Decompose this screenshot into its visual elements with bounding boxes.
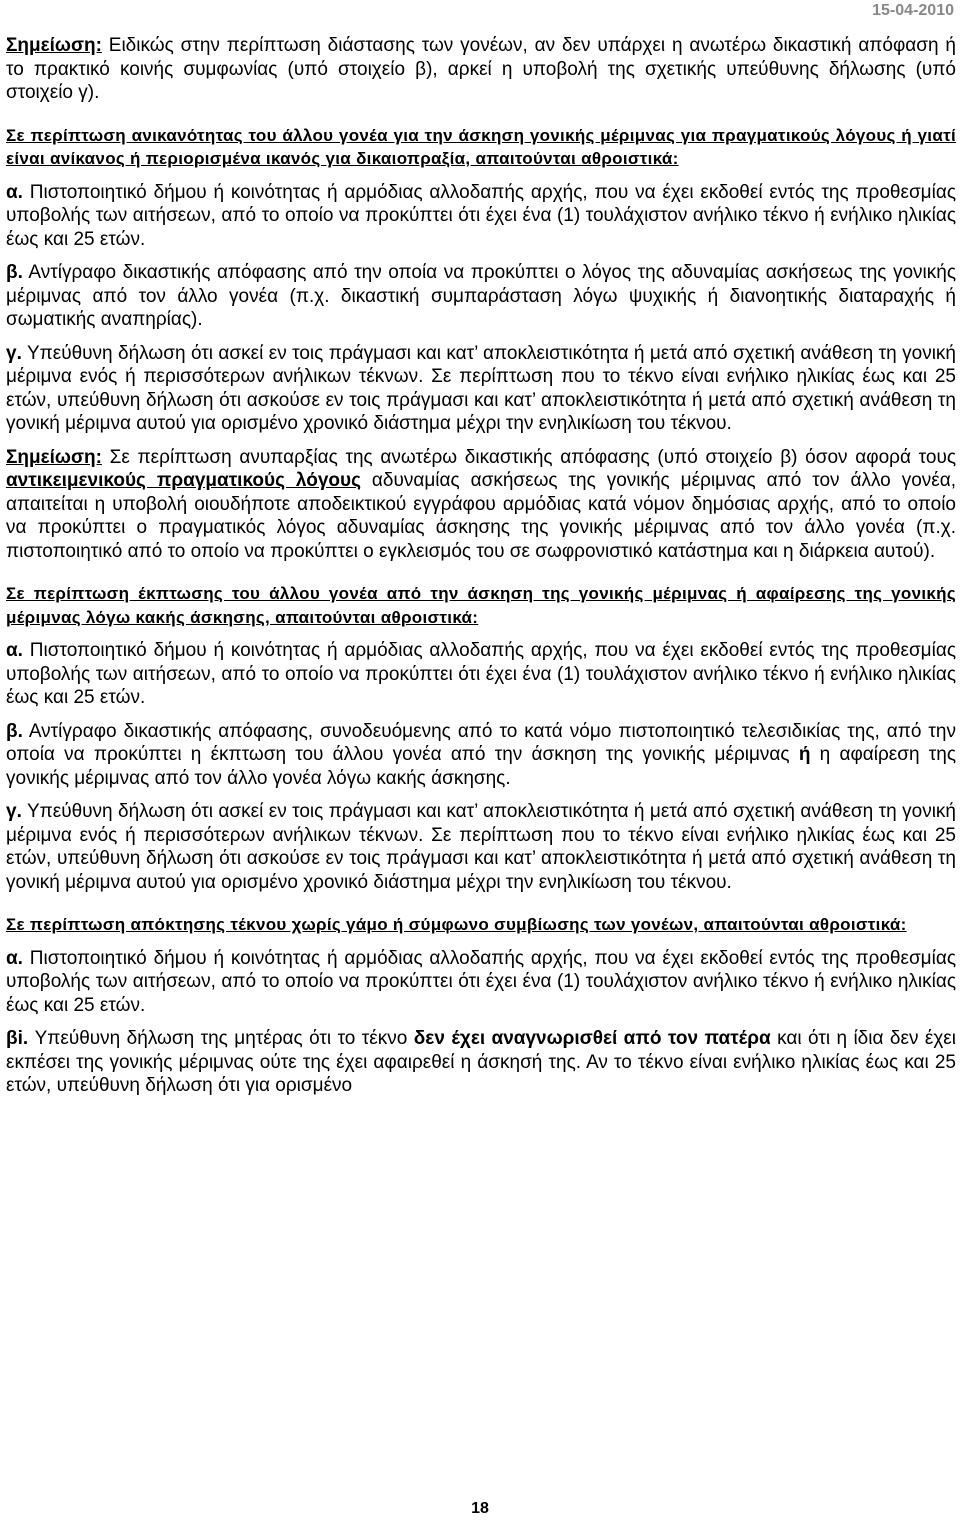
document-date: 15-04-2010 (872, 2, 954, 19)
note-label: Σημείωση: (6, 446, 102, 468)
list-item (6, 947, 956, 1018)
item-text: Αντίγραφο δικαστικής απόφασης από την οποία να προκύπτει ο λόγος της αδυναμίας ασκήσεως της γονικής μέριμνας από τον άλλο γονέα (π.χ. δικαστική συμπαράσταση λόγω ψυχικής ή διανοητικής διαταραχής ή σωματικής αναπηρίας). (6, 262, 956, 330)
list-item (6, 800, 956, 894)
item-emphasis: δεν έχει αναγνωρισθεί από τον πατέρα (413, 1028, 771, 1049)
item-text: Πιστοποιητικό δήμου ή κοινότητας ή αρμόδιας αλλοδαπής αρχής, που να έχει εκδοθεί εντός της προθεσμίας υποβολής των αιτήσεων, από το οποίο να προκύπτει ότι έχει ένα (1) τουλάχιστον ανήλικο τέκνο ή ενήλικο ηλικίας έως και 25 ετών. (6, 640, 956, 708)
note-text: αδυναμίας ασκήσεως της γονικής μέριμνας από τον άλλο γονέα, απαιτείται η υποβολή οιουδήποτε αποδεικτικού εγγράφου αρμόδιας κατά νόμον δημόσιας αρχής, από το οποίο να προκύπτει ο πραγματικός λόγος αδυναμίας άσκησης της γονικής μέριμνας από τον άλλο γονέα (π.χ. πιστοποιητικό από το οποίο να προκύπτει ο εγκλεισμός του σε σωφρονιστικό κατάστημα και η διάρκεια αυτού). (6, 470, 957, 562)
item-label: γ. (6, 801, 22, 822)
section-heading-text: Σε περίπτωση απόκτησης τέκνου χωρίς γάμο ή σύμφωνο συμβίωσης των γονέων, απαιτούνται αθροιστικά: (6, 915, 907, 934)
page-number: 18 (471, 1500, 489, 1517)
list-item (6, 342, 956, 436)
note-label: Σημείωση: (6, 35, 102, 56)
document-body (6, 34, 956, 1098)
section-heading-text: Σε περίπτωση ανικανότητας του άλλου γονέα για την άσκηση γονικής μέριμνας για πραγματικούς λόγους ή γιατί είναι ανίκανος ή περιορισμένα ικανός για δικαιοπραξία, απαιτούνται αθροιστικά: (6, 125, 956, 168)
note-paragraph (6, 446, 956, 564)
list-item (6, 181, 956, 252)
item-label: α. (6, 947, 23, 969)
item-label: α. (6, 181, 23, 203)
item-label: β. (6, 720, 23, 742)
section-heading (6, 582, 956, 629)
note-text: Ειδικώς στην περίπτωση διάστασης των γονέων, αν δεν υπάρχει η ανωτέρω δικαστική απόφαση ή το πρακτικό κοινής συμφωνίας (υπό στοιχείο β), αρκεί η υποβολή της σχετικής υπεύθυνης δήλωσης (υπό στοιχείο γ). (6, 35, 956, 103)
item-text: η αφαίρεση της γονικής μέριμνας από τον άλλο γονέα λόγω κακής άσκησης. (6, 744, 957, 789)
section-heading (6, 913, 956, 937)
note-text: Σε περίπτωση ανυπαρξίας της ανωτέρω δικαστικής απόφασης (υπό στοιχείο β) όσον αφορά τους (101, 446, 956, 468)
item-text: και ότι η ίδια δεν έχει εκπέσει της γονικής μέριμνας ούτε της έχει αφαιρεθεί η άσκησή της. Αν το τέκνο είναι ενήλικο ηλικίας έως και 25 ετών, υπεύθυνη δήλωση ότι για ορισμένο (6, 1028, 957, 1096)
list-item (6, 261, 956, 332)
item-label: γ. (6, 342, 22, 364)
list-item (6, 720, 956, 791)
list-item (6, 639, 956, 710)
item-text: Υπεύθυνη δήλωση της μητέρας ότι το τέκνο (28, 1028, 414, 1049)
section-heading-text: Σε περίπτωση έκπτωσης του άλλου γονέα από την άσκηση της γονικής μέριμνας ή αφαίρεσης της γονικής μέριμνας λόγω κακής άσκησης, απαιτούνται αθροιστικά: (6, 584, 956, 627)
list-item (6, 1027, 956, 1098)
item-label: β. (6, 262, 23, 283)
item-label: βi. (6, 1028, 29, 1049)
note-paragraph (6, 34, 956, 105)
item-text: Αντίγραφο δικαστικής απόφασης, συνοδευόμενης από το κατά νόμο πιστοποιητικό τελεσιδικίας της, από την οποία να προκύπτει η έκπτωση του άλλου γονέα από την άσκηση της γονικής μέριμνας (6, 720, 956, 765)
item-label: α. (6, 640, 23, 661)
note-emphasis: αντικειμενικούς πραγματικούς λόγους (6, 470, 361, 491)
item-text: Πιστοποιητικό δήμου ή κοινότητας ή αρμόδιας αλλοδαπής αρχής, που να έχει εκδοθεί εντός της προθεσμίας υποβολής των αιτήσεων, από το οποίο να προκύπτει ότι έχει ένα (1) τουλάχιστον ανήλικο τέκνο ή ενήλικο ηλικίας έως και 25 ετών. (6, 181, 956, 250)
item-emphasis: ή (798, 744, 811, 765)
item-text: Πιστοποιητικό δήμου ή κοινότητας ή αρμόδιας αλλοδαπής αρχής, που να έχει εκδοθεί εντός της προθεσμίας υποβολής των αιτήσεων, από το οποίο να προκύπτει ότι έχει ένα (1) τουλάχιστον ανήλικο τέκνο ή ενήλικο ηλικίας έως και 25 ετών. (6, 947, 956, 1016)
item-text: Υπεύθυνη δήλωση ότι ασκεί εν τοις πράγμασι και κατ’ αποκλειστικότητα ή μετά από σχετική ανάθεση τη γονική μέριμνα ενός ή περισσότερων ανήλικων τέκνων. Σε περίπτωση που το τέκνο είναι ενήλικο ηλικίας έως και 25 ετών, υπεύθυνη δήλωση ότι ασκούσε εν τοις πράγμασι και κατ’ αποκλειστικότητα ή μετά από σχετική ανάθεση τη γονική μέριμνα αυτού για ορισμένο χρονικό διάστημα μέχρι την ενηλικίωση του τέκνου. (6, 801, 956, 893)
item-text: Υπεύθυνη δήλωση ότι ασκεί εν τοις πράγμασι και κατ’ αποκλειστικότητα ή μετά από σχετική ανάθεση τη γονική μέριμνα ενός ή περισσότερων ανήλικων τέκνων. Σε περίπτωση που το τέκνο είναι ενήλικο ηλικίας έως και 25 ετών, υπεύθυνη δήλωση ότι ασκούσε εν τοις πράγμασι και κατ’ αποκλειστικότητα ή μετά από σχετική ανάθεση τη γονική μέριμνα αυτού για ορισμένο χρονικό διάστημα μέχρι την ενηλικίωση του τέκνου. (6, 342, 956, 434)
section-heading (6, 124, 956, 171)
